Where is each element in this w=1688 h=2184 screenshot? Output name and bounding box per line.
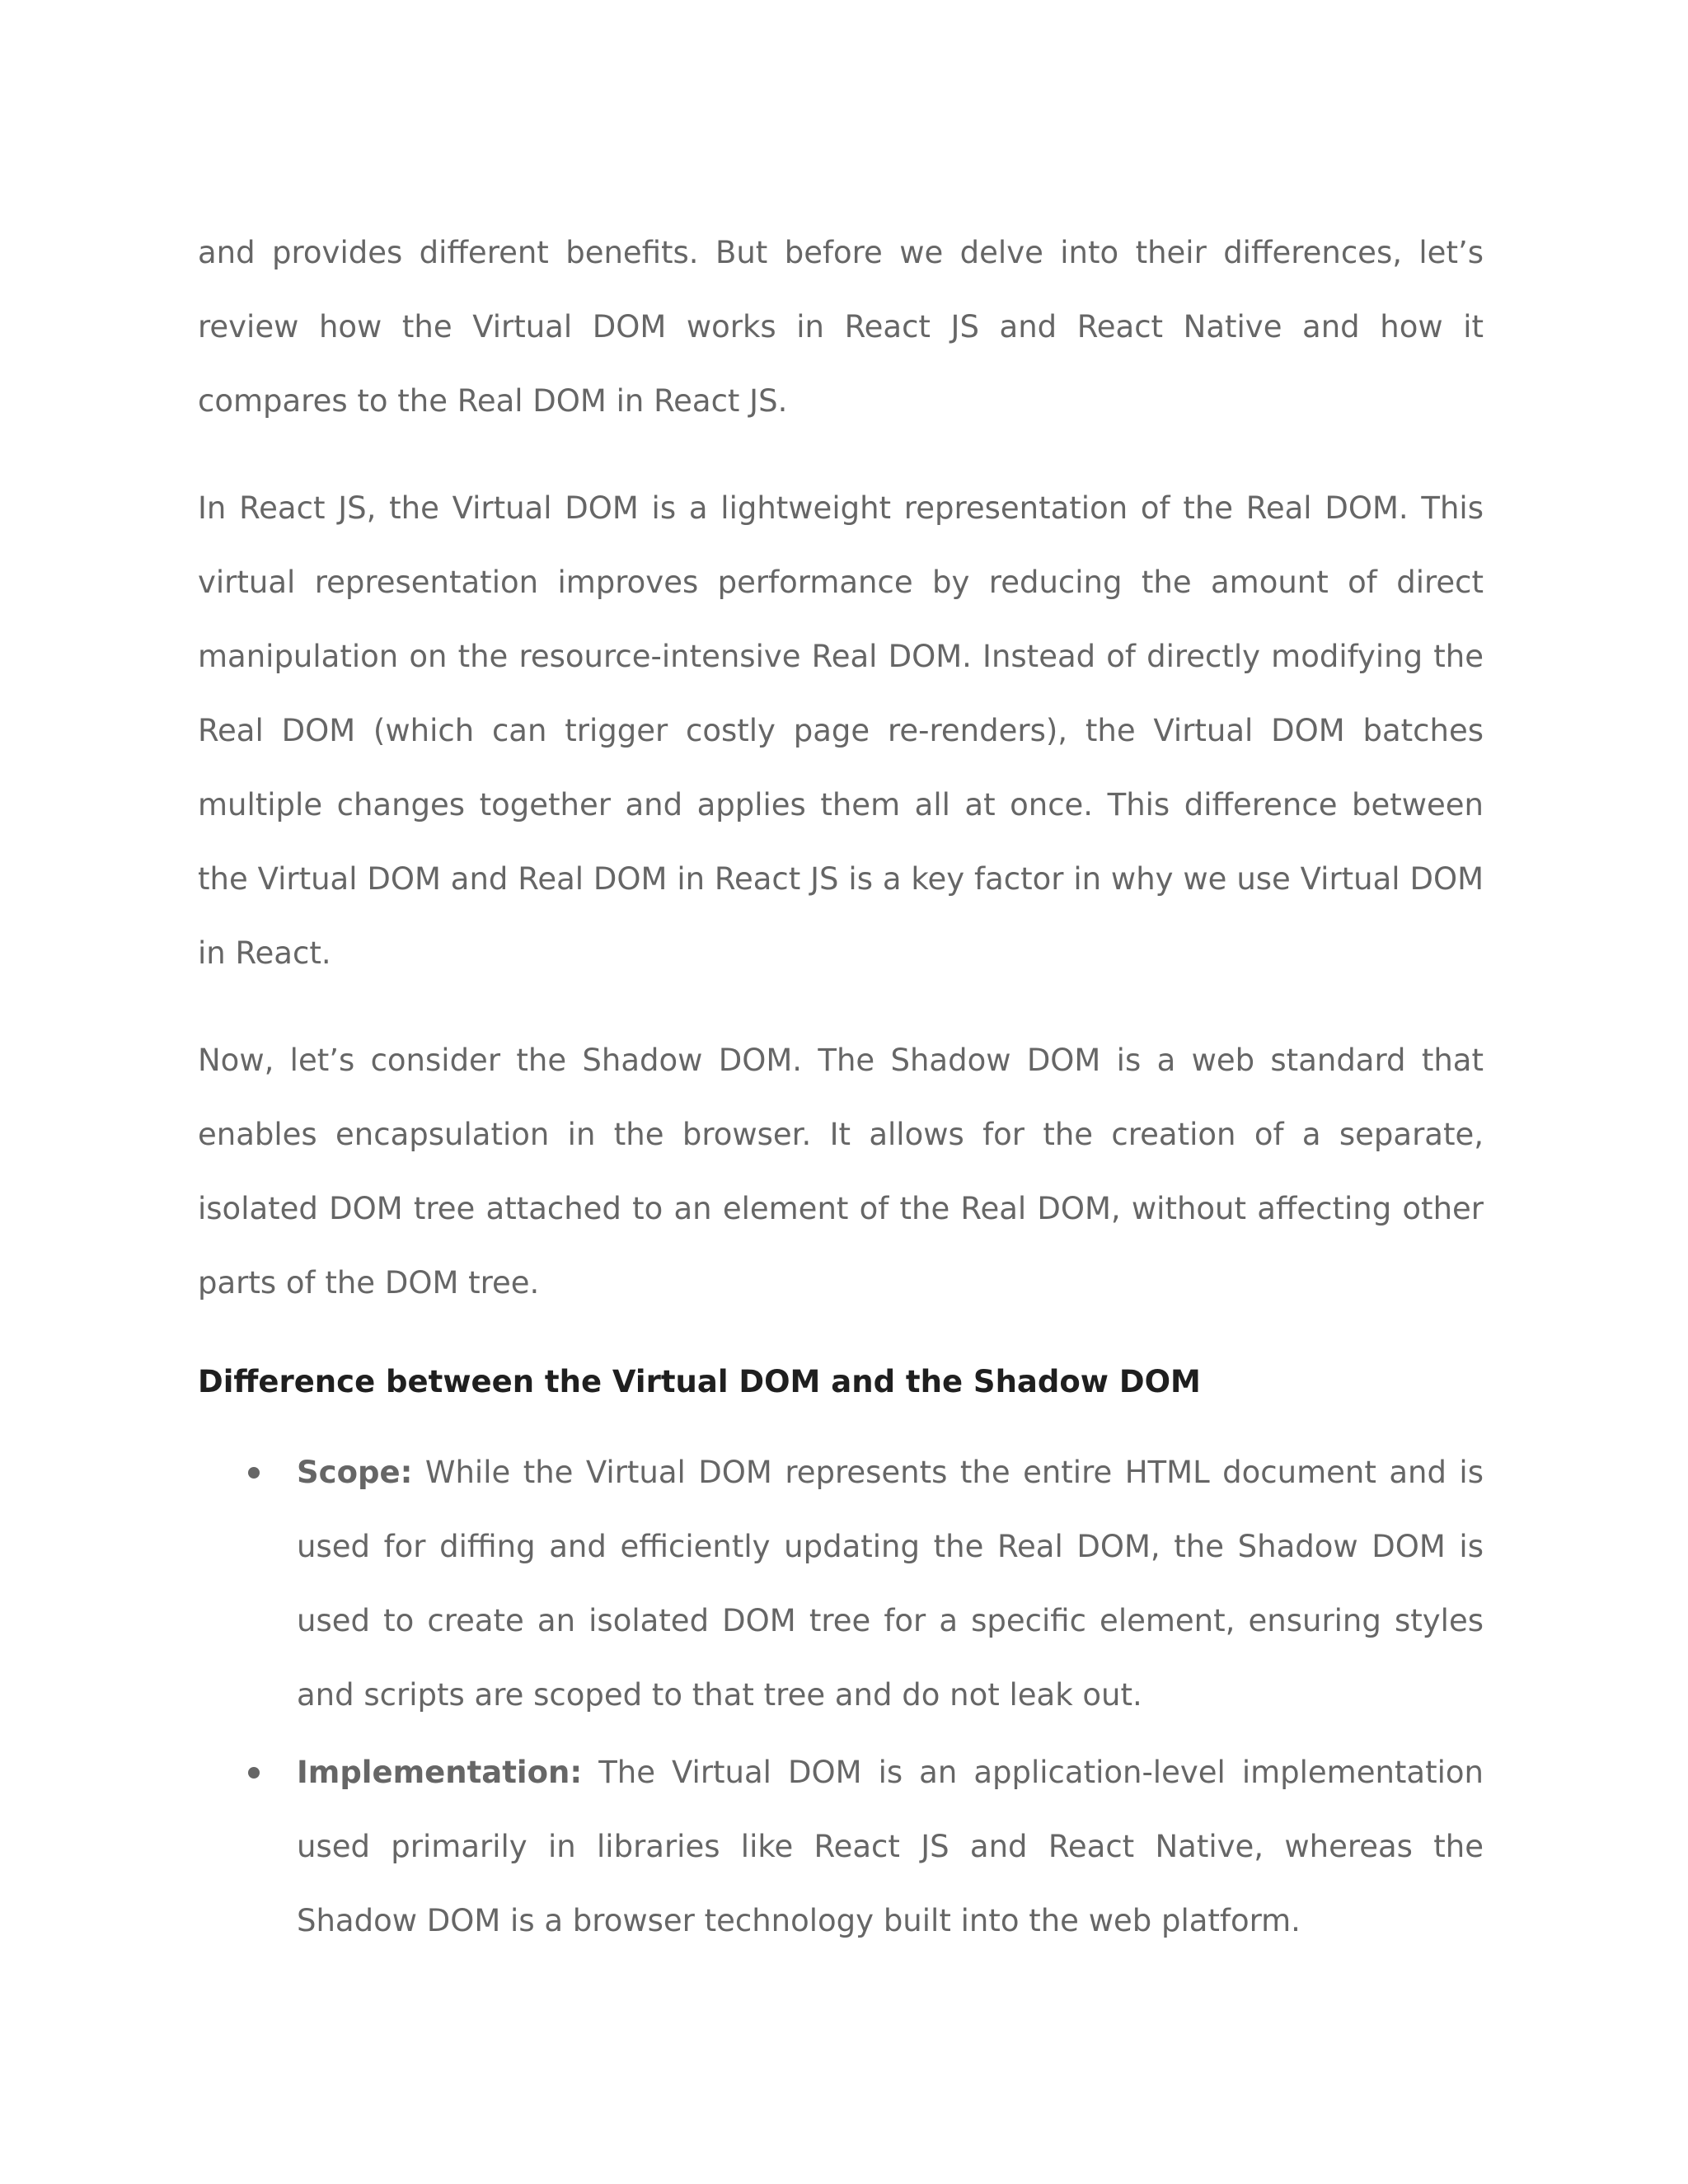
bullet-icon [248, 1767, 260, 1779]
bullet-text: The Virtual DOM is an application-level implementation used primarily in libraries like React JS and React Native, whereas the Shadow DOM is a browser technology built into the web platform. [297, 1755, 1484, 1938]
paragraph-shadow-dom: Now, let’s consider the Shadow DOM. The Shadow DOM is a web standard that enables encapsulation in the browser. It allows for the creation of a separate, isolated DOM tree attached to an element of the Real DOM, without affecting other parts of the DOM tree. [198, 1043, 1484, 1301]
difference-list [198, 1436, 1484, 1958]
bullet-term: Scope: [297, 1455, 413, 1490]
document-body [198, 216, 1484, 1961]
bullet-text: While the Virtual DOM represents the entire HTML document and is used for diffing and efficiently updating the Real DOM, the Shadow DOM is used to create an isolated DOM tree for a specific element, ensuring styles and scripts are scoped to that tree and do not leak out. [297, 1455, 1484, 1713]
paragraph-intro-continuation: and provides different benefits. But before we delve into their differences, let’s review how the Virtual DOM works in React JS and React Native and how it compares to the Real DOM in React JS. [198, 235, 1484, 419]
paragraph-virtual-dom: In React JS, the Virtual DOM is a lightweight representation of the Real DOM. This virtual representation improves performance by reducing the amount of direct manipulation on the resource-intensive Real DOM. Instead of directly modifying the Real DOM (which can trigger costly page re-renders), the Virtual DOM batches multiple changes together and applies them all at once. This difference between the Virtual DOM and Real DOM in React JS is a key factor in why we use Virtual DOM in React. [198, 490, 1484, 971]
list-item-scope [198, 1436, 1484, 1732]
bullet-term: Implementation: [297, 1755, 583, 1790]
list-item-implementation [198, 1736, 1484, 1958]
section-heading: Difference between the Virtual DOM and the Shadow DOM [198, 1364, 1201, 1399]
bullet-icon [248, 1467, 260, 1479]
